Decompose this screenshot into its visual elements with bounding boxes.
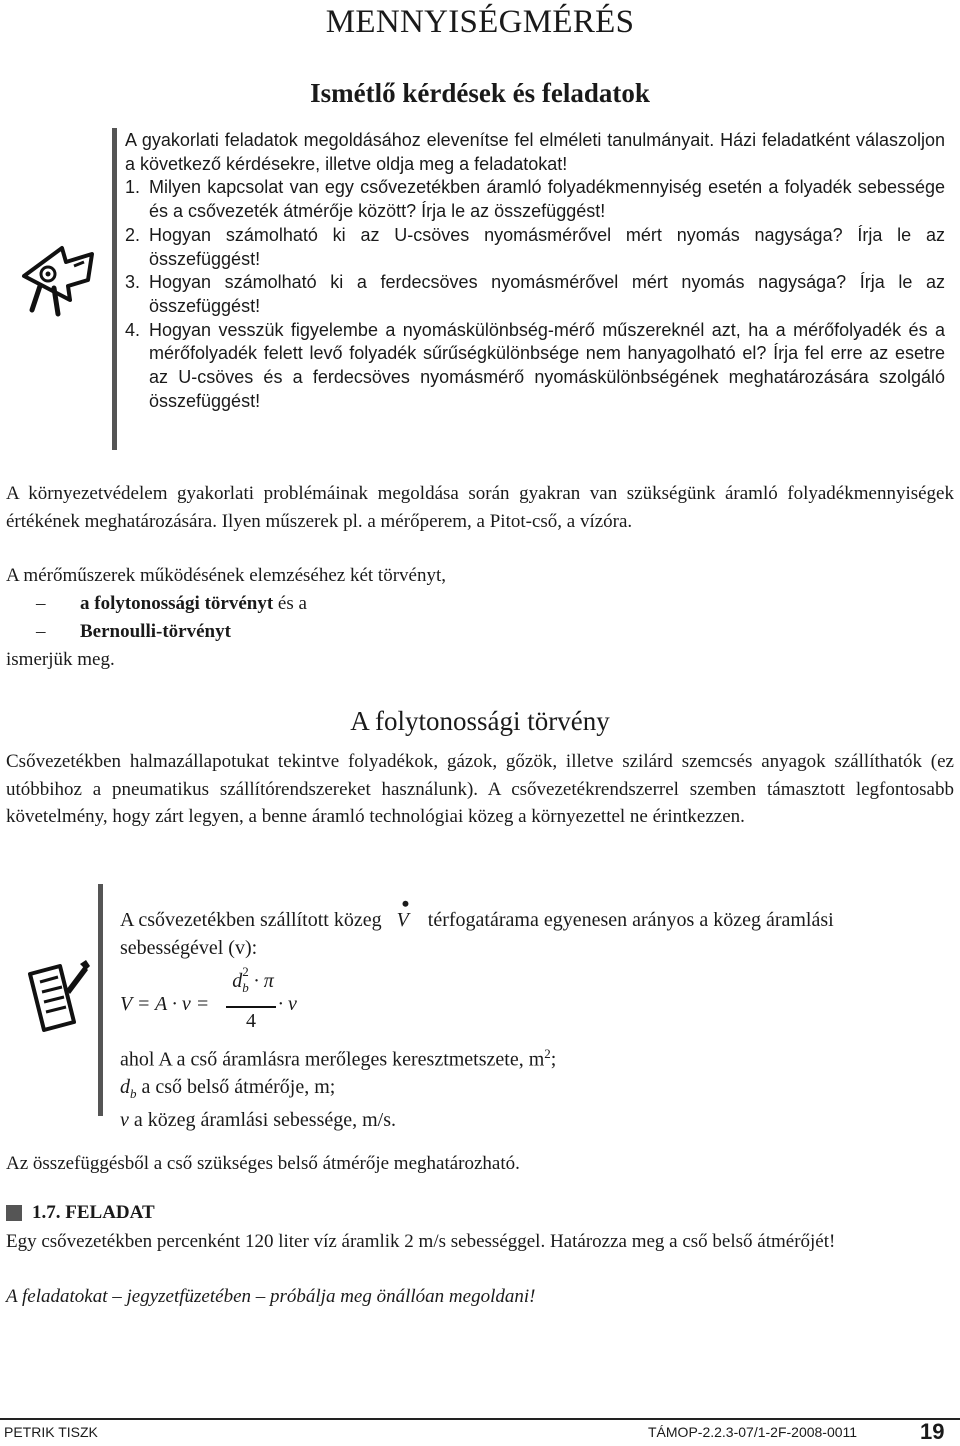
task-label: 1.7. FELADAT <box>32 1202 155 1223</box>
laws-tail: ismerjük meg. <box>6 649 115 670</box>
footer-right: TÁMOP-2.2.3-07/1-2F-2008-0011 <box>648 1424 858 1440</box>
definitions <box>120 1040 940 1134</box>
question-text: Milyen kapcsolat van egy csővezetékben áramló folyadékmennyiség esetén a folyadék sebessége és a csővezeték átmérője között? Írja le az összefüggést! <box>149 177 945 222</box>
question-4 <box>125 319 945 414</box>
question-text: Hogyan számolható ki a ferdecsöves nyomásmérővel mért nyomás nagysága? Írja le az összefüggést! <box>149 272 945 316</box>
definition-a: ahol A a cső áramlásra merőleges keresztmetszete, $m^2$; <box>120 1046 557 1071</box>
box-left-bar <box>98 884 103 1116</box>
section-paragraph: Csővezetékben halmazállapotukat tekintve folyadékok, gázok, gőzök, illetve szilárd szemcsés anyagok szállíthatók (ez utóbbihoz a pneumatikus szállítórendszereket használunk). A csővezetékrendszerrel szemben támasztott legfontosabb követelmény, hogy zárt legyen, a benne áramló technológiai közeg a környezettel ne érintkezzen. <box>6 751 954 827</box>
equation-numerator: $d_b$ 2 · π <box>232 964 274 995</box>
equation-rhs: · v <box>278 993 297 1015</box>
definition-db: $d_b$ a cső belső átmérője, m; <box>120 1075 336 1101</box>
section-heading: A folytonossági törvény <box>350 706 610 736</box>
question-1 <box>125 176 945 223</box>
footer-left: PETRIK TISZK <box>4 1424 98 1440</box>
formula-text: térfogatárama egyenesen arányos a közeg áramlási <box>427 909 834 931</box>
laws-list <box>6 590 954 645</box>
question-text: Hogyan vesszük figyelembe a nyomáskülönbség-mérő műszereknél azt, ha a mérőfolyadék és a mérőfolyadék felett levő folyadék sűrűségkülönbsége nem hanyagolható el? Írja fel erre az esetre az U-csöves és a ferdecsöves nyomásmérő nyomáskülönbségének meghatározására szolgáló összefüggést! <box>149 319 945 411</box>
page-subtitle: Ismétlő kérdések és feladatok <box>310 78 650 108</box>
questions-block <box>125 129 945 413</box>
formula-intro <box>120 891 950 962</box>
equation-lhs: V = A · v = <box>120 993 210 1015</box>
page-title: MENNYISÉGMÉRÉS <box>325 4 635 40</box>
law-suffix: és a <box>273 593 307 614</box>
pointing-figure-icon <box>14 236 100 326</box>
equation-denominator: 4 <box>246 1010 256 1032</box>
dash-bullet: – <box>36 593 46 614</box>
question-3 <box>125 271 945 318</box>
list-item <box>6 590 954 618</box>
question-number: 2. <box>125 224 141 245</box>
definition-v: v a közeg áramlási sebessége, m/s. <box>120 1108 397 1131</box>
page-number: 19 <box>920 1419 945 1444</box>
questions-intro: A gyakorlati feladatok megoldásához elevenítse fel elméleti tanulmányait. Házi feladatként válaszoljon a következő kérdésekre, illetve oldja meg a feladatokat! <box>125 130 945 174</box>
formula-text: A csővezetékben szállított közeg <box>120 909 382 931</box>
dot-accent: • <box>401 891 410 916</box>
question-number: 4. <box>125 319 141 340</box>
law-name: Bernoulli-törvényt <box>80 620 231 642</box>
formula-text: sebességével (v): <box>120 937 258 959</box>
question-number: 1. <box>125 177 141 198</box>
volume-flow-symbol: • V <box>396 891 410 931</box>
law-name: a folytonossági törvényt <box>80 593 274 614</box>
list-item <box>6 618 954 646</box>
question-2 <box>125 224 945 271</box>
intro-paragraph: A környezetvédelem gyakorlati problémáinak megoldása során gyakran van szükségünk áramló folyadékmennyiségek értékének meghatározására. Ilyen műszerek pl. a mérőperem, a Pitot-cső, a vízóra. <box>6 483 954 532</box>
task-text: Egy csővezetékben percenként 120 liter víz áramlik 2 m/s sebességgel. Határozza meg a cső belső átmérőjét! <box>6 1231 836 1252</box>
dash-bullet: – <box>36 620 46 642</box>
fraction-bar <box>226 1006 276 1008</box>
question-text: Hogyan számolható ki az U-csöves nyomásmérővel mért nyomás nagysága? Írja le az összefüggést! <box>149 224 945 269</box>
laws-lead: A mérőműszerek működésének elemzéséhez két törvényt, <box>6 565 446 586</box>
task-note: A feladatokat – jegyzetfüzetében – próbálja meg önállóan megoldani! <box>6 1286 536 1307</box>
footer-rule <box>0 1418 960 1420</box>
notepad-pen-icon <box>22 960 92 1034</box>
conclusion-paragraph: Az összefüggésből a cső szükséges belső átmérője meghatározható. <box>6 1153 520 1174</box>
box-left-bar <box>112 128 117 450</box>
question-number: 3. <box>125 272 141 293</box>
task-square-icon <box>6 1205 22 1221</box>
